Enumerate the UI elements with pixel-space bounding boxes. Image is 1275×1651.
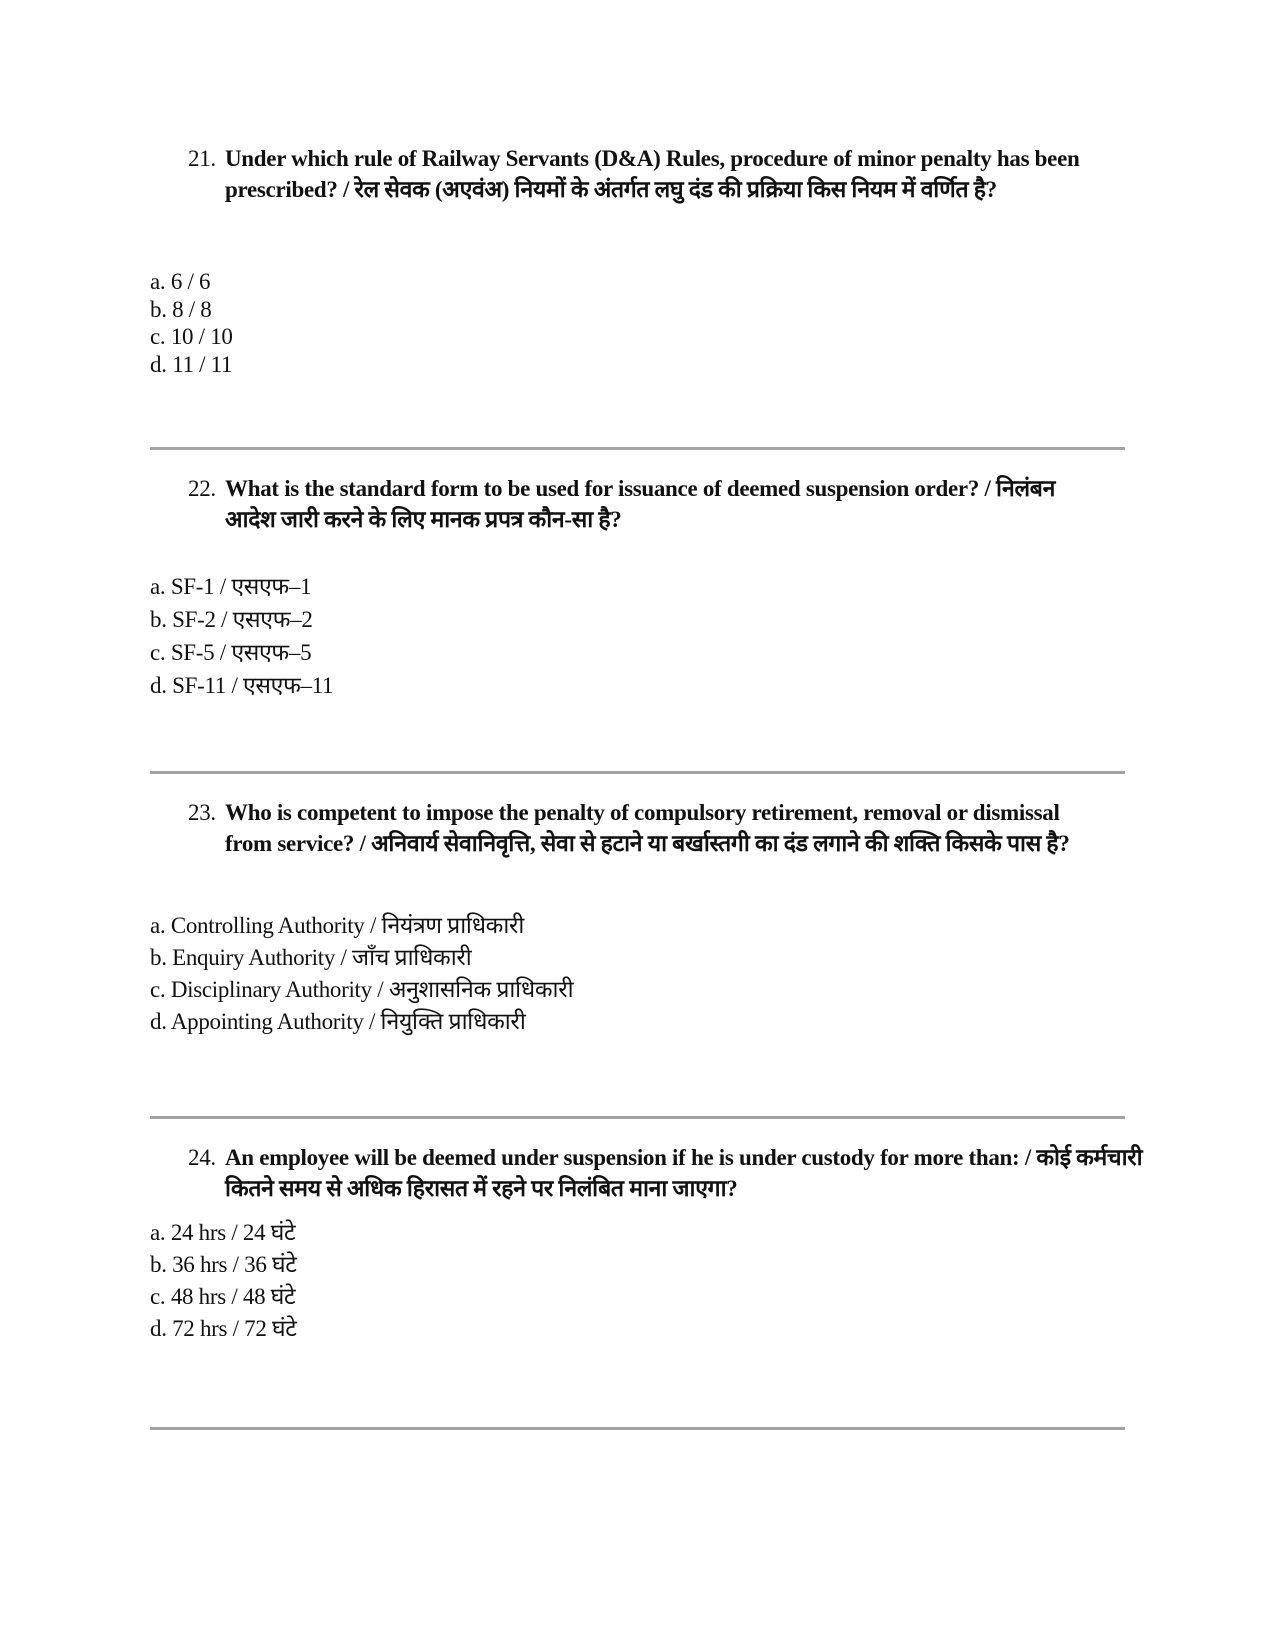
option-label: c. [150,1284,166,1309]
divider [150,1427,1125,1430]
option-a[interactable] [150,268,233,296]
option-label: b. [150,296,167,322]
option-label: b. [150,1252,167,1277]
question-text: Who is competent to impose the penalty of compulsory retirement, removal or dismissal from service? / अनिवार्य सेवानिवृत्ति, सेवा से हटाने या बर्खास्तगी का दंड लगाने की शक्ति किसके पास है? [225,800,1070,856]
question-stem [188,143,1088,205]
option-c[interactable] [150,974,573,1006]
option-label: a. [150,913,166,938]
question-stem [188,797,1088,859]
option-label: c. [150,977,166,1002]
options-list [150,910,573,1038]
option-b[interactable] [150,942,573,974]
option-label: a. [150,574,166,599]
option-text: SF-11 / एसएफ–11 [172,673,334,698]
option-label: a. [150,1220,166,1245]
option-d[interactable] [150,1313,297,1345]
option-b[interactable] [150,296,233,324]
option-text: SF-2 / एसएफ–2 [172,607,313,632]
option-label: d. [150,1316,167,1341]
option-text: Controlling Authority / नियंत्रण प्राधिकारी [170,913,525,938]
option-b[interactable] [150,603,333,636]
option-text: 8 / 8 [172,296,212,322]
options-list [150,1217,297,1345]
option-text: SF-1 / एसएफ–1 [170,574,312,599]
option-d[interactable] [150,351,233,379]
question-stem [188,473,1088,535]
question-text: Under which rule of Railway Servants (D&A) Rules, procedure of minor penalty has been prescribed? / रेल सेवक (अएवंअ) नियमों के अंतर्गत लघु दंड की प्रक्रिया किस नियम में वर्णित है? [225,146,1080,202]
option-d[interactable] [150,669,333,702]
option-text: 6 / 6 [170,269,211,294]
question-number: 22. [188,476,216,501]
question-number: 23. [188,800,216,825]
question-stem [188,1142,1148,1204]
question-number: 24. [188,1145,216,1170]
option-text: 36 hrs / 36 घंटे [172,1252,297,1277]
option-text: Disciplinary Authority / अनुशासनिक प्राधिकारी [170,977,574,1002]
option-c[interactable] [150,323,233,351]
question-text: An employee will be deemed under suspension if he is under custody for more than: / कोई कर्मचारी कितने समय से अधिक हिरासत में रहने पर निलंबित माना जाएगा? [225,1145,1143,1201]
option-label: b. [150,607,167,632]
option-text: SF-5 / एसएफ–5 [170,640,312,665]
option-a[interactable] [150,570,333,603]
divider [150,771,1125,774]
divider [150,447,1125,450]
options-list [150,268,233,378]
option-label: a. [150,269,166,294]
option-d[interactable] [150,1006,573,1038]
question-text: What is the standard form to be used for issuance of deemed suspension order? / निलंबन आदेश जारी करने के लिए मानक प्रपत्र कौन-सा है? [225,476,1056,532]
option-label: d. [150,1009,167,1034]
divider [150,1116,1125,1119]
option-text: 72 hrs / 72 घंटे [172,1316,297,1341]
option-text: 24 hrs / 24 घंटे [170,1220,296,1245]
option-label: c. [150,324,166,349]
option-text: 11 / 11 [172,351,233,377]
option-label: d. [150,351,167,377]
option-a[interactable] [150,1217,297,1249]
option-text: Enquiry Authority / जाँच प्राधिकारी [172,945,472,970]
option-c[interactable] [150,636,333,669]
option-text: 10 / 10 [170,324,233,349]
option-b[interactable] [150,1249,297,1281]
option-a[interactable] [150,910,573,942]
option-text: Appointing Authority / नियुक्ति प्राधिकारी [170,1009,526,1034]
option-label: c. [150,640,166,665]
option-c[interactable] [150,1281,297,1313]
options-list [150,570,333,702]
option-label: d. [150,673,167,698]
option-label: b. [150,945,167,970]
question-number: 21. [188,146,216,171]
option-text: 48 hrs / 48 घंटे [170,1284,296,1309]
